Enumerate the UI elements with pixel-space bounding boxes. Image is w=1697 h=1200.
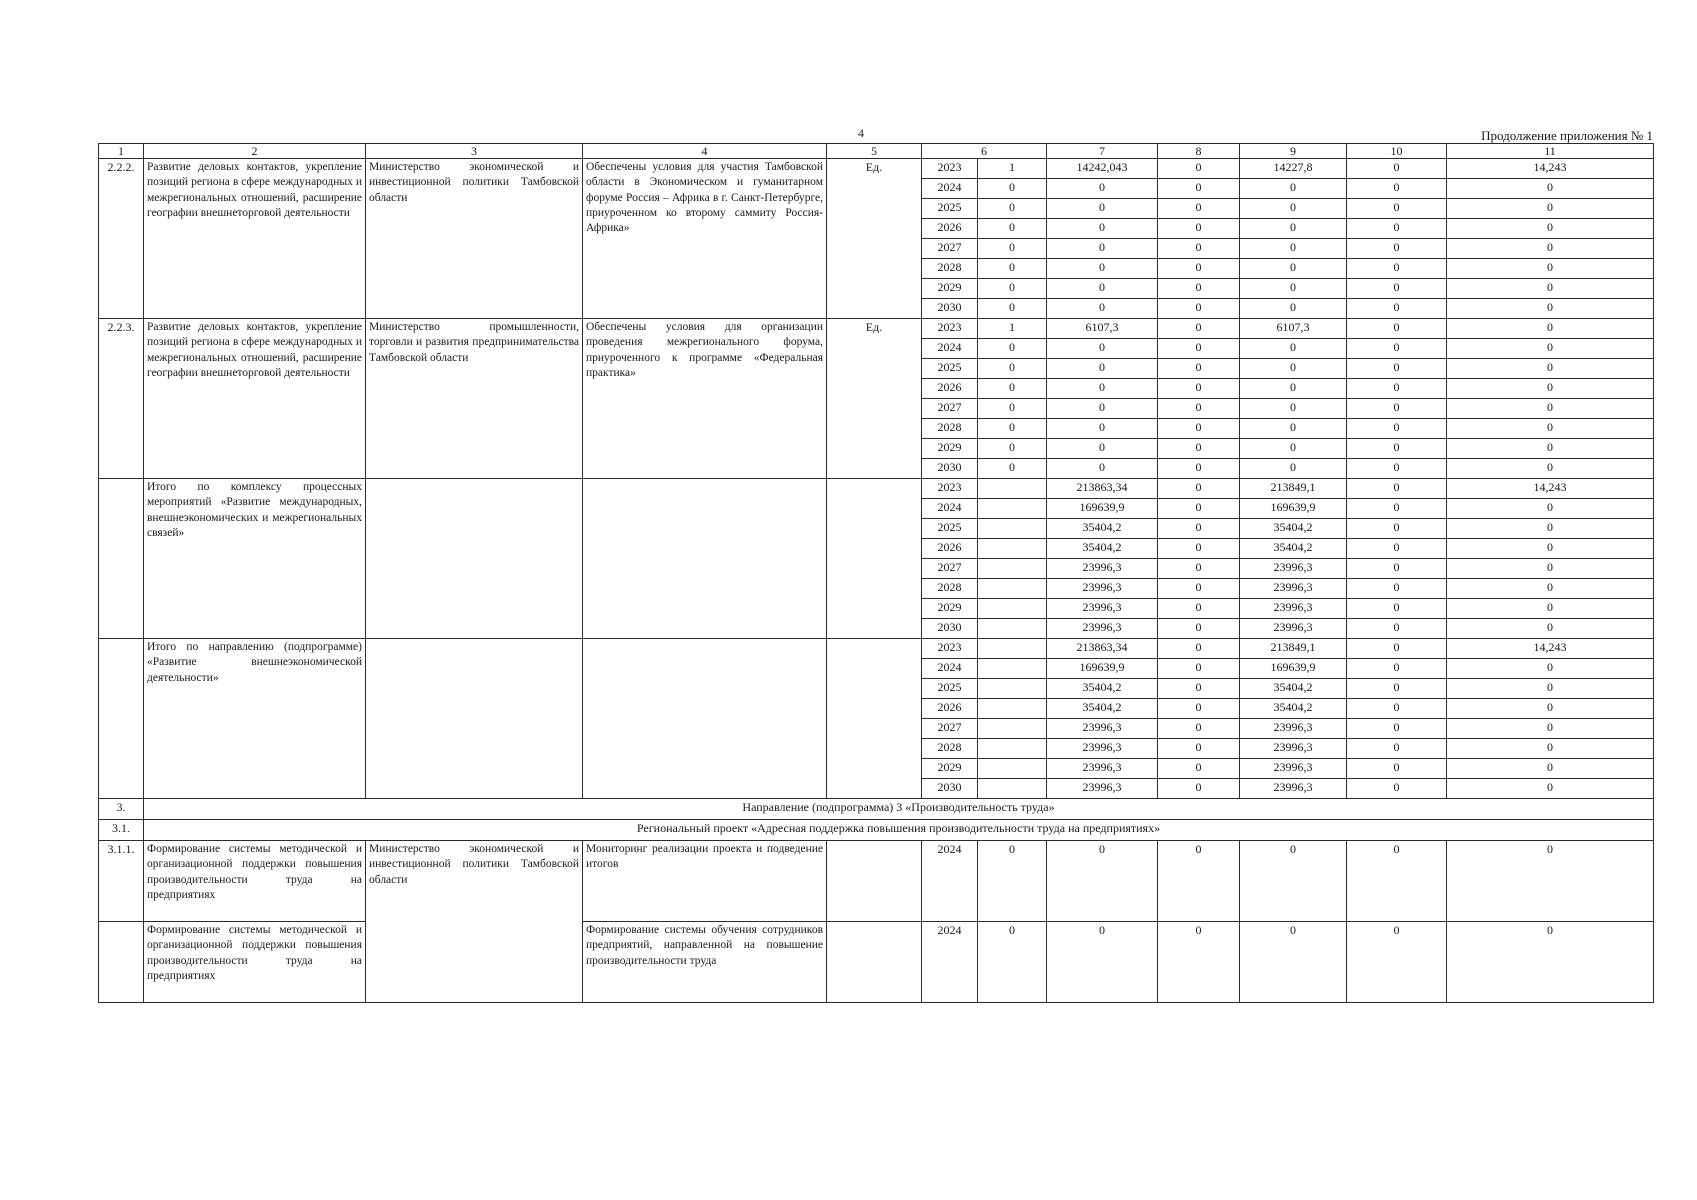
regional-budget-cell: 0 (1240, 379, 1347, 399)
local-budget-cell: 0 (1347, 239, 1447, 259)
total-funding-cell: 0 (1047, 439, 1158, 459)
other-sources-cell: 0 (1447, 379, 1654, 399)
quantity-cell: 0 (978, 359, 1047, 379)
col-header-5: 5 (827, 144, 922, 159)
other-sources-cell: 0 (1447, 459, 1654, 479)
local-budget-cell: 0 (1347, 479, 1447, 499)
other-sources-cell: 0 (1447, 841, 1654, 922)
regional-budget-cell: 0 (1240, 219, 1347, 239)
regional-budget-cell: 0 (1240, 399, 1347, 419)
federal-budget-cell: 0 (1158, 379, 1240, 399)
quantity-cell (978, 579, 1047, 599)
total-funding-cell: 35404,2 (1047, 679, 1158, 699)
section-row (99, 799, 1654, 820)
other-sources-cell: 0 (1447, 439, 1654, 459)
col-header-6: 6 (922, 144, 1047, 159)
regional-budget-cell: 0 (1240, 279, 1347, 299)
local-budget-cell: 0 (1347, 639, 1447, 659)
other-sources-cell: 0 (1447, 539, 1654, 559)
total-funding-cell: 35404,2 (1047, 539, 1158, 559)
event-name: Итого по направлению (подпрограмме) «Развитие внешнеэкономической деятельности» (144, 639, 366, 799)
quantity-cell: 1 (978, 319, 1047, 339)
total-funding-cell: 213863,34 (1047, 639, 1158, 659)
year-cell: 2026 (922, 219, 978, 239)
year-cell: 2023 (922, 639, 978, 659)
col-header-11: 11 (1447, 144, 1654, 159)
result-description: Обеспечены условия для участия Тамбовской области в Экономическом и гуманитарном форуме Россия – Африка в г. Санкт-Петербурге, приуроченном ко второму саммиту Россия-Африка» (583, 159, 827, 319)
other-sources-cell: 0 (1447, 719, 1654, 739)
total-funding-cell: 0 (1047, 199, 1158, 219)
year-cell: 2029 (922, 759, 978, 779)
quantity-cell: 0 (978, 399, 1047, 419)
federal-budget-cell: 0 (1158, 739, 1240, 759)
table-row (99, 922, 1654, 1003)
local-budget-cell: 0 (1347, 179, 1447, 199)
quantity-cell: 0 (978, 419, 1047, 439)
other-sources-cell: 14,243 (1447, 159, 1654, 179)
table-row (99, 159, 1654, 179)
subsection-row (99, 820, 1654, 841)
local-budget-cell: 0 (1347, 159, 1447, 179)
year-cell: 2024 (922, 499, 978, 519)
local-budget-cell: 0 (1347, 299, 1447, 319)
table-body (99, 144, 1654, 1003)
unit (827, 841, 922, 922)
event-name: Развитие деловых контактов, укрепление позиций региона в сфере международных и межрегиональных отношений, расширение географии внешнеторговой деятельности (144, 319, 366, 479)
total-funding-cell: 0 (1047, 279, 1158, 299)
other-sources-cell: 0 (1447, 699, 1654, 719)
quantity-cell (978, 759, 1047, 779)
total-funding-cell: 0 (1047, 399, 1158, 419)
federal-budget-cell: 0 (1158, 559, 1240, 579)
regional-budget-cell: 6107,3 (1240, 319, 1347, 339)
table-row (99, 319, 1654, 339)
col-header-8: 8 (1158, 144, 1240, 159)
regional-budget-cell: 0 (1240, 459, 1347, 479)
regional-budget-cell: 35404,2 (1240, 699, 1347, 719)
other-sources-cell: 0 (1447, 259, 1654, 279)
local-budget-cell: 0 (1347, 539, 1447, 559)
total-funding-cell: 23996,3 (1047, 779, 1158, 799)
year-cell: 2024 (922, 841, 978, 922)
quantity-cell (978, 519, 1047, 539)
local-budget-cell: 0 (1347, 659, 1447, 679)
quantity-cell (978, 619, 1047, 639)
year-cell: 2024 (922, 339, 978, 359)
total-funding-cell: 35404,2 (1047, 519, 1158, 539)
executor: Министерство экономической и инвестиционной политики Тамбовской области (366, 841, 583, 1003)
executor (366, 479, 583, 639)
year-cell: 2025 (922, 359, 978, 379)
executor: Министерство экономической и инвестиционной политики Тамбовской области (366, 159, 583, 319)
unit (827, 639, 922, 799)
federal-budget-cell: 0 (1158, 619, 1240, 639)
other-sources-cell: 0 (1447, 619, 1654, 639)
other-sources-cell: 0 (1447, 679, 1654, 699)
other-sources-cell: 0 (1447, 239, 1654, 259)
executor: Министерство промышленности, торговли и развития предпринимательства Тамбовской области (366, 319, 583, 479)
regional-budget-cell: 23996,3 (1240, 559, 1347, 579)
federal-budget-cell: 0 (1158, 319, 1240, 339)
regional-budget-cell: 0 (1240, 841, 1347, 922)
local-budget-cell: 0 (1347, 719, 1447, 739)
federal-budget-cell: 0 (1158, 679, 1240, 699)
year-cell: 2029 (922, 599, 978, 619)
federal-budget-cell: 0 (1158, 199, 1240, 219)
federal-budget-cell: 0 (1158, 439, 1240, 459)
quantity-cell (978, 639, 1047, 659)
local-budget-cell: 0 (1347, 339, 1447, 359)
federal-budget-cell: 0 (1158, 841, 1240, 922)
local-budget-cell: 0 (1347, 519, 1447, 539)
col-header-3: 3 (366, 144, 583, 159)
local-budget-cell: 0 (1347, 399, 1447, 419)
year-cell: 2027 (922, 239, 978, 259)
year-cell: 2025 (922, 679, 978, 699)
regional-budget-cell: 0 (1240, 179, 1347, 199)
local-budget-cell: 0 (1347, 279, 1447, 299)
continuation-label: Продолжение приложения № 1 (1481, 128, 1653, 143)
year-cell: 2026 (922, 699, 978, 719)
regional-budget-cell: 23996,3 (1240, 779, 1347, 799)
subsection-title: Региональный проект «Адресная поддержка повышения производительности труда на предприятиях» (144, 820, 1654, 841)
result-description (583, 639, 827, 799)
regional-budget-cell: 23996,3 (1240, 619, 1347, 639)
year-cell: 2030 (922, 779, 978, 799)
event-name: Формирование системы методической и организационной поддержки повышения производительности труда на предприятиях (144, 922, 366, 1003)
page-number: 4 (858, 126, 864, 140)
regional-budget-cell: 14227,8 (1240, 159, 1347, 179)
total-funding-cell: 23996,3 (1047, 759, 1158, 779)
quantity-cell (978, 779, 1047, 799)
row-code (99, 479, 144, 639)
other-sources-cell: 0 (1447, 779, 1654, 799)
federal-budget-cell: 0 (1158, 279, 1240, 299)
result-description: Обеспечены условия для организации проведения межрегионального форума, приуроченного к программе «Федеральная практика» (583, 319, 827, 479)
total-funding-cell: 0 (1047, 299, 1158, 319)
regional-budget-cell: 23996,3 (1240, 599, 1347, 619)
year-cell: 2030 (922, 299, 978, 319)
col-header-1: 1 (99, 144, 144, 159)
event-name: Развитие деловых контактов, укрепление позиций региона в сфере международных и межрегиональных отношений, расширение географии внешнеторговой деятельности (144, 159, 366, 319)
local-budget-cell: 0 (1347, 679, 1447, 699)
year-cell: 2025 (922, 519, 978, 539)
quantity-cell: 0 (978, 199, 1047, 219)
year-cell: 2028 (922, 259, 978, 279)
quantity-cell: 0 (978, 459, 1047, 479)
local-budget-cell: 0 (1347, 841, 1447, 922)
local-budget-cell: 0 (1347, 359, 1447, 379)
year-cell: 2027 (922, 719, 978, 739)
other-sources-cell: 0 (1447, 279, 1654, 299)
regional-budget-cell: 23996,3 (1240, 759, 1347, 779)
regional-budget-cell: 35404,2 (1240, 539, 1347, 559)
total-funding-cell: 0 (1047, 359, 1158, 379)
executor (366, 639, 583, 799)
subsection-code: 3.1. (99, 820, 144, 841)
other-sources-cell: 0 (1447, 579, 1654, 599)
federal-budget-cell: 0 (1158, 459, 1240, 479)
regional-budget-cell: 0 (1240, 922, 1347, 1003)
total-funding-cell: 23996,3 (1047, 599, 1158, 619)
total-funding-cell: 23996,3 (1047, 559, 1158, 579)
quantity-cell (978, 559, 1047, 579)
other-sources-cell: 0 (1447, 559, 1654, 579)
other-sources-cell: 0 (1447, 739, 1654, 759)
regional-budget-cell: 0 (1240, 359, 1347, 379)
federal-budget-cell: 0 (1158, 579, 1240, 599)
section-code: 3. (99, 799, 144, 820)
col-header-2: 2 (144, 144, 366, 159)
federal-budget-cell: 0 (1158, 419, 1240, 439)
year-cell: 2027 (922, 399, 978, 419)
regional-budget-cell: 169639,9 (1240, 499, 1347, 519)
total-funding-cell: 23996,3 (1047, 719, 1158, 739)
local-budget-cell: 0 (1347, 779, 1447, 799)
total-funding-cell: 0 (1047, 339, 1158, 359)
federal-budget-cell: 0 (1158, 759, 1240, 779)
other-sources-cell: 0 (1447, 659, 1654, 679)
federal-budget-cell: 0 (1158, 599, 1240, 619)
other-sources-cell: 0 (1447, 922, 1654, 1003)
year-cell: 2023 (922, 319, 978, 339)
unit (827, 479, 922, 639)
local-budget-cell: 0 (1347, 759, 1447, 779)
federal-budget-cell: 0 (1158, 339, 1240, 359)
regional-budget-cell: 213849,1 (1240, 639, 1347, 659)
regional-budget-cell: 0 (1240, 199, 1347, 219)
federal-budget-cell: 0 (1158, 479, 1240, 499)
total-funding-cell: 0 (1047, 179, 1158, 199)
other-sources-cell: 0 (1447, 359, 1654, 379)
federal-budget-cell: 0 (1158, 922, 1240, 1003)
federal-budget-cell: 0 (1158, 179, 1240, 199)
federal-budget-cell: 0 (1158, 539, 1240, 559)
total-funding-cell: 23996,3 (1047, 739, 1158, 759)
total-funding-cell: 0 (1047, 459, 1158, 479)
federal-budget-cell: 0 (1158, 519, 1240, 539)
local-budget-cell: 0 (1347, 579, 1447, 599)
total-funding-cell: 0 (1047, 239, 1158, 259)
section-title: Направление (подпрограмма) 3 «Производительность труда» (144, 799, 1654, 820)
year-cell: 2023 (922, 159, 978, 179)
unit: Ед. (827, 319, 922, 479)
local-budget-cell: 0 (1347, 379, 1447, 399)
local-budget-cell: 0 (1347, 499, 1447, 519)
federal-budget-cell: 0 (1158, 159, 1240, 179)
other-sources-cell: 0 (1447, 219, 1654, 239)
local-budget-cell: 0 (1347, 219, 1447, 239)
quantity-cell (978, 479, 1047, 499)
total-funding-cell: 0 (1047, 841, 1158, 922)
regional-budget-cell: 213849,1 (1240, 479, 1347, 499)
regional-budget-cell: 23996,3 (1240, 579, 1347, 599)
quantity-cell (978, 539, 1047, 559)
other-sources-cell: 0 (1447, 419, 1654, 439)
row-code: 3.1.1. (99, 841, 144, 922)
quantity-cell: 0 (978, 179, 1047, 199)
quantity-cell: 0 (978, 379, 1047, 399)
table-row (99, 479, 1654, 499)
total-funding-cell: 6107,3 (1047, 319, 1158, 339)
year-cell: 2026 (922, 539, 978, 559)
regional-budget-cell: 23996,3 (1240, 719, 1347, 739)
federal-budget-cell: 0 (1158, 719, 1240, 739)
total-funding-cell: 23996,3 (1047, 619, 1158, 639)
table-row (99, 841, 1654, 922)
federal-budget-cell: 0 (1158, 499, 1240, 519)
federal-budget-cell: 0 (1158, 639, 1240, 659)
row-code-empty (99, 922, 144, 1003)
unit: Ед. (827, 159, 922, 319)
other-sources-cell: 0 (1447, 399, 1654, 419)
quantity-cell (978, 679, 1047, 699)
regional-budget-cell: 0 (1240, 239, 1347, 259)
local-budget-cell: 0 (1347, 419, 1447, 439)
other-sources-cell: 0 (1447, 499, 1654, 519)
header-row (99, 144, 1654, 159)
quantity-cell: 0 (978, 219, 1047, 239)
year-cell: 2024 (922, 179, 978, 199)
quantity-cell: 0 (978, 922, 1047, 1003)
other-sources-cell: 0 (1447, 179, 1654, 199)
regional-budget-cell: 0 (1240, 259, 1347, 279)
quantity-cell (978, 599, 1047, 619)
row-code: 2.2.3. (99, 319, 144, 479)
quantity-cell: 0 (978, 279, 1047, 299)
quantity-cell (978, 659, 1047, 679)
total-funding-cell: 23996,3 (1047, 579, 1158, 599)
federal-budget-cell: 0 (1158, 359, 1240, 379)
regional-budget-cell: 35404,2 (1240, 679, 1347, 699)
local-budget-cell: 0 (1347, 319, 1447, 339)
quantity-cell: 1 (978, 159, 1047, 179)
regional-budget-cell: 0 (1240, 339, 1347, 359)
result-description: Формирование системы обучения сотрудников предприятий, направленной на повышение производительности труда (583, 922, 827, 1003)
total-funding-cell: 0 (1047, 219, 1158, 239)
quantity-cell: 0 (978, 259, 1047, 279)
other-sources-cell: 0 (1447, 199, 1654, 219)
quantity-cell: 0 (978, 239, 1047, 259)
result-description: Мониторинг реализации проекта и подведение итогов (583, 841, 827, 922)
other-sources-cell: 0 (1447, 599, 1654, 619)
quantity-cell (978, 719, 1047, 739)
federal-budget-cell: 0 (1158, 299, 1240, 319)
regional-budget-cell: 23996,3 (1240, 739, 1347, 759)
year-cell: 2029 (922, 439, 978, 459)
year-cell: 2030 (922, 619, 978, 639)
regional-budget-cell: 0 (1240, 419, 1347, 439)
local-budget-cell: 0 (1347, 922, 1447, 1003)
quantity-cell: 0 (978, 339, 1047, 359)
total-funding-cell: 0 (1047, 419, 1158, 439)
local-budget-cell: 0 (1347, 739, 1447, 759)
program-table (98, 143, 1654, 1003)
row-code (99, 639, 144, 799)
other-sources-cell: 0 (1447, 519, 1654, 539)
quantity-cell: 0 (978, 439, 1047, 459)
row-code: 2.2.2. (99, 159, 144, 319)
year-cell: 2029 (922, 279, 978, 299)
year-cell: 2027 (922, 559, 978, 579)
federal-budget-cell: 0 (1158, 399, 1240, 419)
quantity-cell (978, 739, 1047, 759)
federal-budget-cell: 0 (1158, 239, 1240, 259)
year-cell: 2025 (922, 199, 978, 219)
local-budget-cell: 0 (1347, 599, 1447, 619)
total-funding-cell: 14242,043 (1047, 159, 1158, 179)
col-header-10: 10 (1347, 144, 1447, 159)
federal-budget-cell: 0 (1158, 699, 1240, 719)
quantity-cell (978, 699, 1047, 719)
total-funding-cell: 35404,2 (1047, 699, 1158, 719)
local-budget-cell: 0 (1347, 439, 1447, 459)
year-cell: 2028 (922, 739, 978, 759)
table-row (99, 639, 1654, 659)
total-funding-cell: 169639,9 (1047, 659, 1158, 679)
total-funding-cell: 0 (1047, 259, 1158, 279)
unit (827, 922, 922, 1003)
regional-budget-cell: 169639,9 (1240, 659, 1347, 679)
local-budget-cell: 0 (1347, 259, 1447, 279)
federal-budget-cell: 0 (1158, 259, 1240, 279)
result-description (583, 479, 827, 639)
year-cell: 2023 (922, 479, 978, 499)
regional-budget-cell: 35404,2 (1240, 519, 1347, 539)
event-name: Формирование системы методической и организационной поддержки повышения производительности труда на предприятиях (144, 841, 366, 922)
col-header-7: 7 (1047, 144, 1158, 159)
local-budget-cell: 0 (1347, 619, 1447, 639)
federal-budget-cell: 0 (1158, 659, 1240, 679)
other-sources-cell: 0 (1447, 299, 1654, 319)
federal-budget-cell: 0 (1158, 779, 1240, 799)
total-funding-cell: 0 (1047, 379, 1158, 399)
total-funding-cell: 169639,9 (1047, 499, 1158, 519)
federal-budget-cell: 0 (1158, 219, 1240, 239)
other-sources-cell: 0 (1447, 319, 1654, 339)
local-budget-cell: 0 (1347, 199, 1447, 219)
other-sources-cell: 0 (1447, 759, 1654, 779)
year-cell: 2026 (922, 379, 978, 399)
year-cell: 2028 (922, 579, 978, 599)
event-name: Итого по комплексу процессных мероприятий «Развитие международных, внешнеэкономических и межрегиональных связей» (144, 479, 366, 639)
local-budget-cell: 0 (1347, 559, 1447, 579)
quantity-cell (978, 499, 1047, 519)
col-header-9: 9 (1240, 144, 1347, 159)
total-funding-cell: 0 (1047, 922, 1158, 1003)
regional-budget-cell: 0 (1240, 439, 1347, 459)
year-cell: 2030 (922, 459, 978, 479)
year-cell: 2028 (922, 419, 978, 439)
other-sources-cell: 14,243 (1447, 639, 1654, 659)
col-header-4: 4 (583, 144, 827, 159)
quantity-cell: 0 (978, 841, 1047, 922)
total-funding-cell: 213863,34 (1047, 479, 1158, 499)
other-sources-cell: 0 (1447, 339, 1654, 359)
year-cell: 2024 (922, 659, 978, 679)
local-budget-cell: 0 (1347, 699, 1447, 719)
year-cell: 2024 (922, 922, 978, 1003)
regional-budget-cell: 0 (1240, 299, 1347, 319)
local-budget-cell: 0 (1347, 459, 1447, 479)
quantity-cell: 0 (978, 299, 1047, 319)
other-sources-cell: 14,243 (1447, 479, 1654, 499)
